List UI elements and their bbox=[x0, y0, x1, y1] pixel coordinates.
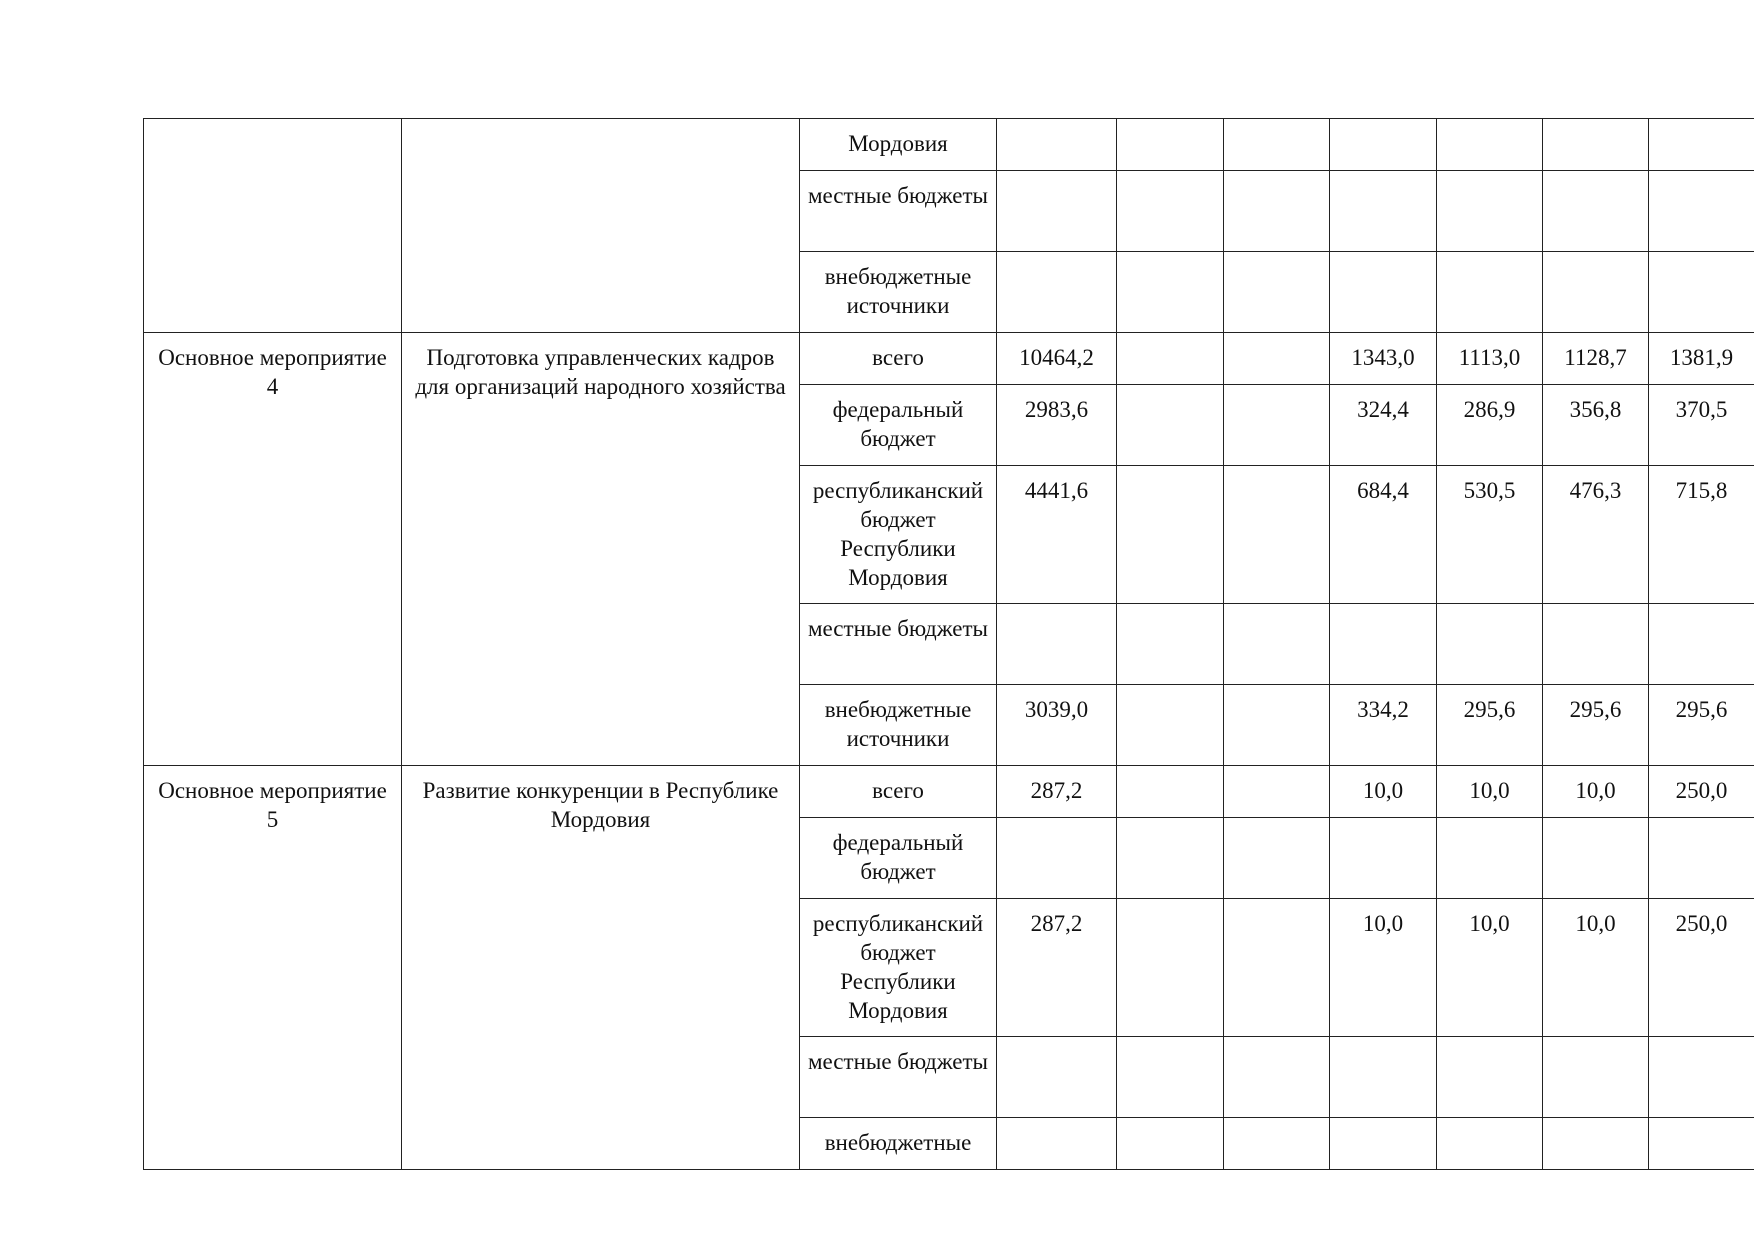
table-row bbox=[144, 333, 1754, 385]
value-cell bbox=[1224, 1118, 1330, 1170]
value-cell bbox=[1543, 1118, 1649, 1170]
value-cell: 356,8 bbox=[1543, 385, 1649, 466]
value-cell: 10464,2 bbox=[997, 333, 1117, 385]
source-label: местные бюджеты bbox=[800, 1037, 997, 1118]
value-cell: 1128,7 bbox=[1543, 333, 1649, 385]
source-label: республиканский бюджет Республики Мордовия bbox=[800, 899, 997, 1037]
value-cell bbox=[1649, 1118, 1754, 1170]
value-cell bbox=[1543, 604, 1649, 685]
financing-table bbox=[143, 118, 1754, 1170]
value-cell: 1343,0 bbox=[1330, 333, 1437, 385]
source-label: всего bbox=[800, 333, 997, 385]
table-row bbox=[144, 766, 1754, 818]
value-cell bbox=[1117, 385, 1224, 466]
value-cell: 3039,0 bbox=[997, 685, 1117, 766]
value-cell: 10,0 bbox=[1543, 766, 1649, 818]
value-cell bbox=[1117, 604, 1224, 685]
value-cell bbox=[997, 604, 1117, 685]
value-cell: 10,0 bbox=[1543, 899, 1649, 1037]
source-label: Мордовия bbox=[800, 119, 997, 171]
source-label: внебюджетные bbox=[800, 1118, 997, 1170]
value-cell bbox=[1543, 1037, 1649, 1118]
value-cell bbox=[1224, 385, 1330, 466]
value-cell bbox=[1330, 604, 1437, 685]
value-cell bbox=[1330, 818, 1437, 899]
value-cell: 250,0 bbox=[1649, 766, 1754, 818]
value-cell bbox=[1649, 818, 1754, 899]
value-cell: 476,3 bbox=[1543, 466, 1649, 604]
value-cell: 286,9 bbox=[1437, 385, 1543, 466]
source-label: местные бюджеты bbox=[800, 171, 997, 252]
value-cell bbox=[1224, 818, 1330, 899]
value-cell bbox=[1117, 899, 1224, 1037]
value-cell bbox=[1330, 1037, 1437, 1118]
value-cell: 1113,0 bbox=[1437, 333, 1543, 385]
value-cell: 10,0 bbox=[1437, 766, 1543, 818]
measure-name-cell: Подготовка управленческих кадров для организаций народного хозяйства bbox=[402, 333, 800, 766]
value-cell bbox=[1330, 1118, 1437, 1170]
value-cell bbox=[1224, 466, 1330, 604]
value-cell bbox=[1437, 1037, 1543, 1118]
value-cell: 295,6 bbox=[1649, 685, 1754, 766]
value-cell: 530,5 bbox=[1437, 466, 1543, 604]
value-cell: 250,0 bbox=[1649, 899, 1754, 1037]
value-cell bbox=[1649, 604, 1754, 685]
value-cell: 715,8 bbox=[1649, 466, 1754, 604]
value-cell: 684,4 bbox=[1330, 466, 1437, 604]
value-cell bbox=[1117, 766, 1224, 818]
value-cell bbox=[1224, 685, 1330, 766]
value-cell: 4441,6 bbox=[997, 466, 1117, 604]
value-cell bbox=[1543, 818, 1649, 899]
measure-name-cell bbox=[402, 119, 800, 333]
value-cell: 2983,6 bbox=[997, 385, 1117, 466]
source-label: федеральный бюджет bbox=[800, 818, 997, 899]
value-cell bbox=[1117, 818, 1224, 899]
value-cell bbox=[1437, 818, 1543, 899]
value-cell: 324,4 bbox=[1330, 385, 1437, 466]
value-cell bbox=[1117, 466, 1224, 604]
value-cell: 287,2 bbox=[997, 766, 1117, 818]
value-cell: 10,0 bbox=[1437, 899, 1543, 1037]
source-label: внебюджетные источники bbox=[800, 685, 997, 766]
value-cell bbox=[997, 1118, 1117, 1170]
value-cell bbox=[1117, 333, 1224, 385]
source-label: местные бюджеты bbox=[800, 604, 997, 685]
value-cell bbox=[1117, 685, 1224, 766]
value-cell bbox=[1117, 1037, 1224, 1118]
source-label: всего bbox=[800, 766, 997, 818]
value-cell bbox=[1224, 604, 1330, 685]
measure-title-cell bbox=[144, 119, 402, 333]
value-cell bbox=[1224, 899, 1330, 1037]
value-cell bbox=[997, 1037, 1117, 1118]
value-cell bbox=[1224, 766, 1330, 818]
value-cell bbox=[1437, 604, 1543, 685]
value-cell: 287,2 bbox=[997, 899, 1117, 1037]
source-label: федеральный бюджет bbox=[800, 385, 997, 466]
table-row bbox=[144, 119, 1754, 171]
value-cell bbox=[997, 818, 1117, 899]
value-cell bbox=[1649, 1037, 1754, 1118]
measure-title-cell: Основное мероприятие 5 bbox=[144, 766, 402, 1170]
measure-title-cell: Основное мероприятие 4 bbox=[144, 333, 402, 766]
value-cell: 1381,9 bbox=[1649, 333, 1754, 385]
value-cell bbox=[1224, 1037, 1330, 1118]
value-cell: 295,6 bbox=[1543, 685, 1649, 766]
measure-name-cell: Развитие конкуренции в Республике Мордовия bbox=[402, 766, 800, 1170]
source-label: республиканский бюджет Республики Мордовия bbox=[800, 466, 997, 604]
value-cell bbox=[1117, 1118, 1224, 1170]
source-label: внебюджетные источники bbox=[800, 252, 997, 333]
value-cell: 10,0 bbox=[1330, 899, 1437, 1037]
value-cell: 334,2 bbox=[1330, 685, 1437, 766]
value-cell bbox=[1437, 1118, 1543, 1170]
value-cell: 295,6 bbox=[1437, 685, 1543, 766]
value-cell: 370,5 bbox=[1649, 385, 1754, 466]
value-cell bbox=[1224, 333, 1330, 385]
value-cell: 10,0 bbox=[1330, 766, 1437, 818]
